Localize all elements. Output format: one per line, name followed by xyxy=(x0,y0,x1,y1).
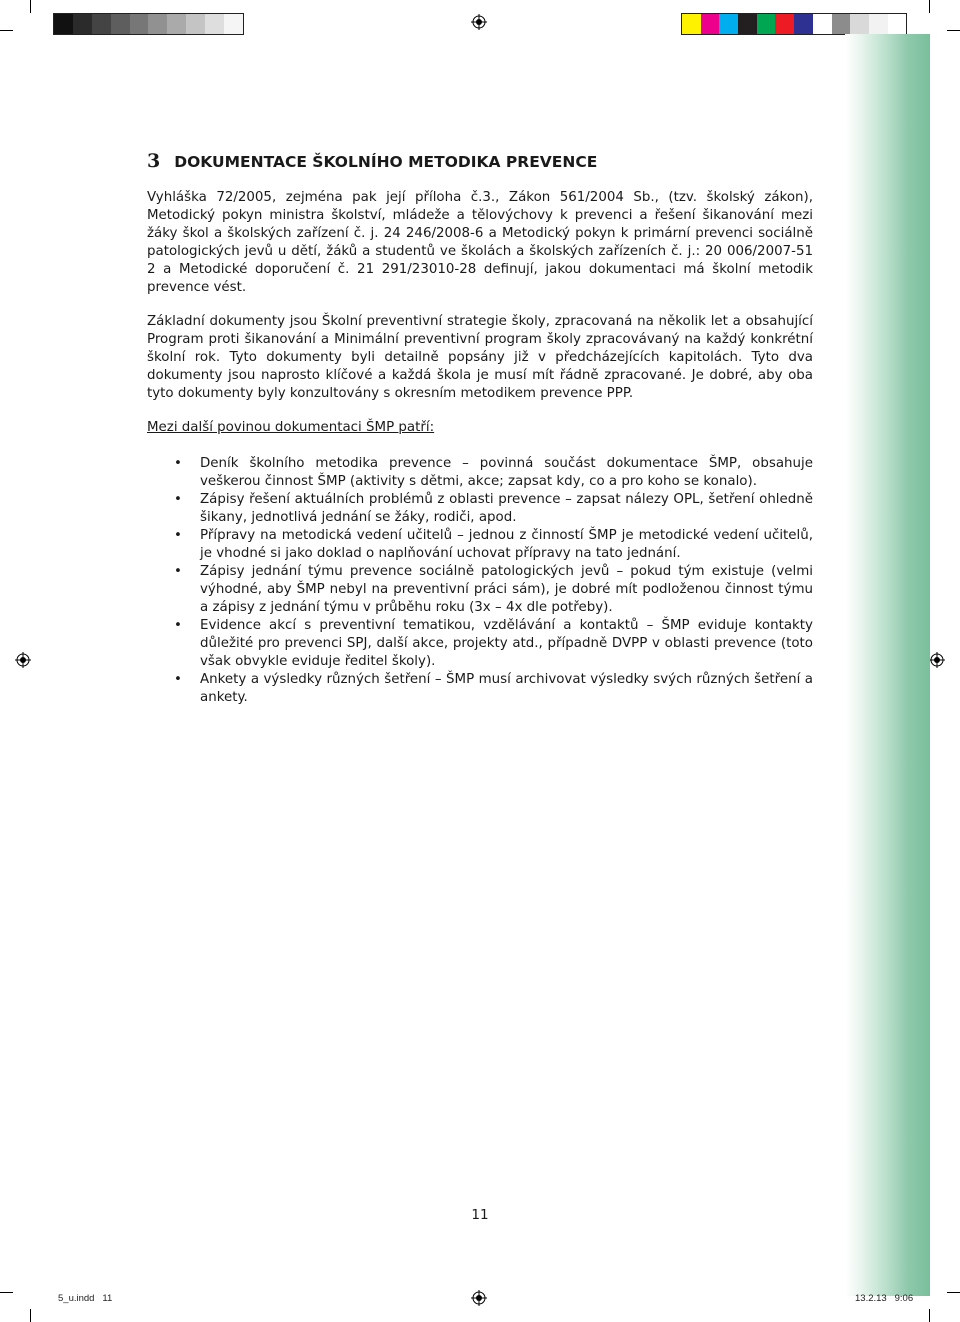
list-item xyxy=(147,491,813,527)
color-swatch xyxy=(813,14,832,34)
list-heading: Mezi další povinou dokumentaci ŠMP patří: xyxy=(147,420,435,435)
list-item xyxy=(147,563,813,617)
color-calibration-bar xyxy=(681,13,907,35)
crop-mark xyxy=(30,1309,31,1322)
grayscale-swatch xyxy=(205,14,224,34)
documentation-list xyxy=(147,455,813,707)
crop-mark xyxy=(929,1309,930,1322)
slug-timestamp: 13.2.13 9:06 xyxy=(855,1293,914,1304)
list-item xyxy=(147,617,813,671)
color-swatch xyxy=(832,14,851,34)
color-swatch xyxy=(794,14,813,34)
page-number: 11 xyxy=(471,1207,489,1223)
grayscale-swatch xyxy=(73,14,92,34)
registration-mark-icon xyxy=(15,652,31,668)
grayscale-swatch xyxy=(224,14,243,34)
list-item-text: Zápisy řešení aktuálních problémů z oblasti prevence – zapsat nálezy OPL, šetření ohledně šikany, jednotlivá jednání se žáky, rodiči, apod. xyxy=(200,492,813,525)
bullet-icon: • xyxy=(174,618,182,633)
crop-mark xyxy=(0,1292,13,1293)
grayscale-swatch xyxy=(186,14,205,34)
crop-mark xyxy=(929,0,930,13)
registration-mark-icon xyxy=(471,1290,487,1306)
bullet-icon: • xyxy=(174,528,182,543)
grayscale-swatch xyxy=(130,14,149,34)
list-item-text: Evidence akcí s preventivní tematikou, vzdělávání a kontaktů – ŠMP eviduje kontakty důležité pro prevenci SPJ, další akce, projekty atd., případně DVPP v oblasti prevence (toto však obvykle eviduje ředitel školy). xyxy=(200,618,813,669)
grayscale-swatch xyxy=(54,14,73,34)
list-item-text: Ankety a výsledky různých šetření – ŠMP musí archivovat výsledky svých různých šetření a ankety. xyxy=(200,672,813,705)
list-item-text: Přípravy na metodická vedení učitelů – jednou z činností ŠMP je metodické vedení učitelů, je vhodné si jako doklad o naplňování uchovat přípravy na tato jednání. xyxy=(200,528,813,561)
crop-mark xyxy=(947,30,960,31)
bullet-icon: • xyxy=(174,672,182,687)
list-item-text: Zápisy jednání týmu prevence sociálně patologických jevů – pokud tým existuje (velmi výhodné, aby ŠMP nebyl na preventivní práci sám), je dobré mít podloženou činnost týmu a zápisy z jednání týmu v průběhu roku (3x – 4x dle potřeby). xyxy=(200,564,813,615)
decorative-side-strip xyxy=(845,34,930,1296)
crop-mark xyxy=(30,0,31,13)
color-swatch xyxy=(775,14,794,34)
color-swatch xyxy=(682,14,701,34)
chapter-heading xyxy=(147,150,597,172)
color-swatch xyxy=(701,14,720,34)
color-swatch xyxy=(850,14,869,34)
bullet-icon: • xyxy=(174,564,182,579)
grayscale-calibration-bar xyxy=(53,13,244,35)
crop-mark xyxy=(947,1292,960,1293)
grayscale-swatch xyxy=(92,14,111,34)
paragraph-legislation: Vyhláška 72/2005, zejména pak její příloha č.3., Zákon 561/2004 Sb., (tzv. školský zákon), Metodický pokyn ministra školství, mládeže a tělovýchovy k prevenci a řešení šikanování mezi žáky škol a školských zařízení č. j. 24 246/2008-6 a Metodický pokyn k primární prevenci sociálně patologických jevů u dětí, žáků a studentů ve školách a školských zařízeních č. j.: 20 006/2007-51 2 a Metodické doporučení č. 21 291/23010-28 definují, jakou dokumentaci má školní metodik prevence vést. xyxy=(147,190,813,295)
chapter-number: 3 xyxy=(147,150,161,172)
registration-mark-icon xyxy=(471,14,487,30)
color-swatch xyxy=(888,14,907,34)
color-swatch xyxy=(757,14,776,34)
color-swatch xyxy=(738,14,757,34)
grayscale-swatch xyxy=(111,14,130,34)
crop-mark xyxy=(0,30,13,31)
list-item xyxy=(147,527,813,563)
slug-file-name: 5_u.indd 11 xyxy=(58,1293,113,1304)
color-swatch xyxy=(869,14,888,34)
color-swatch xyxy=(719,14,738,34)
paragraph-basic-documents: Základní dokumenty jsou Školní preventivní strategie školy, zpracovaná na několik let a obsahující Program proti šikanování a Minimální preventivní program školy zpracovávaný na každý konkrétní školní rok. Tyto dokumenty byli detailně popsány již v předcházejících kapitolách. Tyto dva dokumenty jsou naprosto klíčové a každá škola je musí mít řádně zpracované. Je dobré, aby oba tyto dokumenty byly konzultovány s okresním metodikem prevence PPP. xyxy=(147,314,813,401)
grayscale-swatch xyxy=(167,14,186,34)
registration-mark-icon xyxy=(929,652,945,668)
list-item xyxy=(147,671,813,707)
chapter-title: DOKUMENTACE ŠKOLNÍHO METODIKA PREVENCE xyxy=(174,153,598,171)
bullet-icon: • xyxy=(174,456,182,471)
bullet-icon: • xyxy=(174,492,182,507)
grayscale-swatch xyxy=(148,14,167,34)
list-item xyxy=(147,455,813,491)
list-item-text: Deník školního metodika prevence – povinná součást dokumentace ŠMP, obsahuje veškerou činnost ŠMP (aktivity s dětmi, akce; zapsat kdy, co a pro koho se konalo). xyxy=(200,456,813,489)
